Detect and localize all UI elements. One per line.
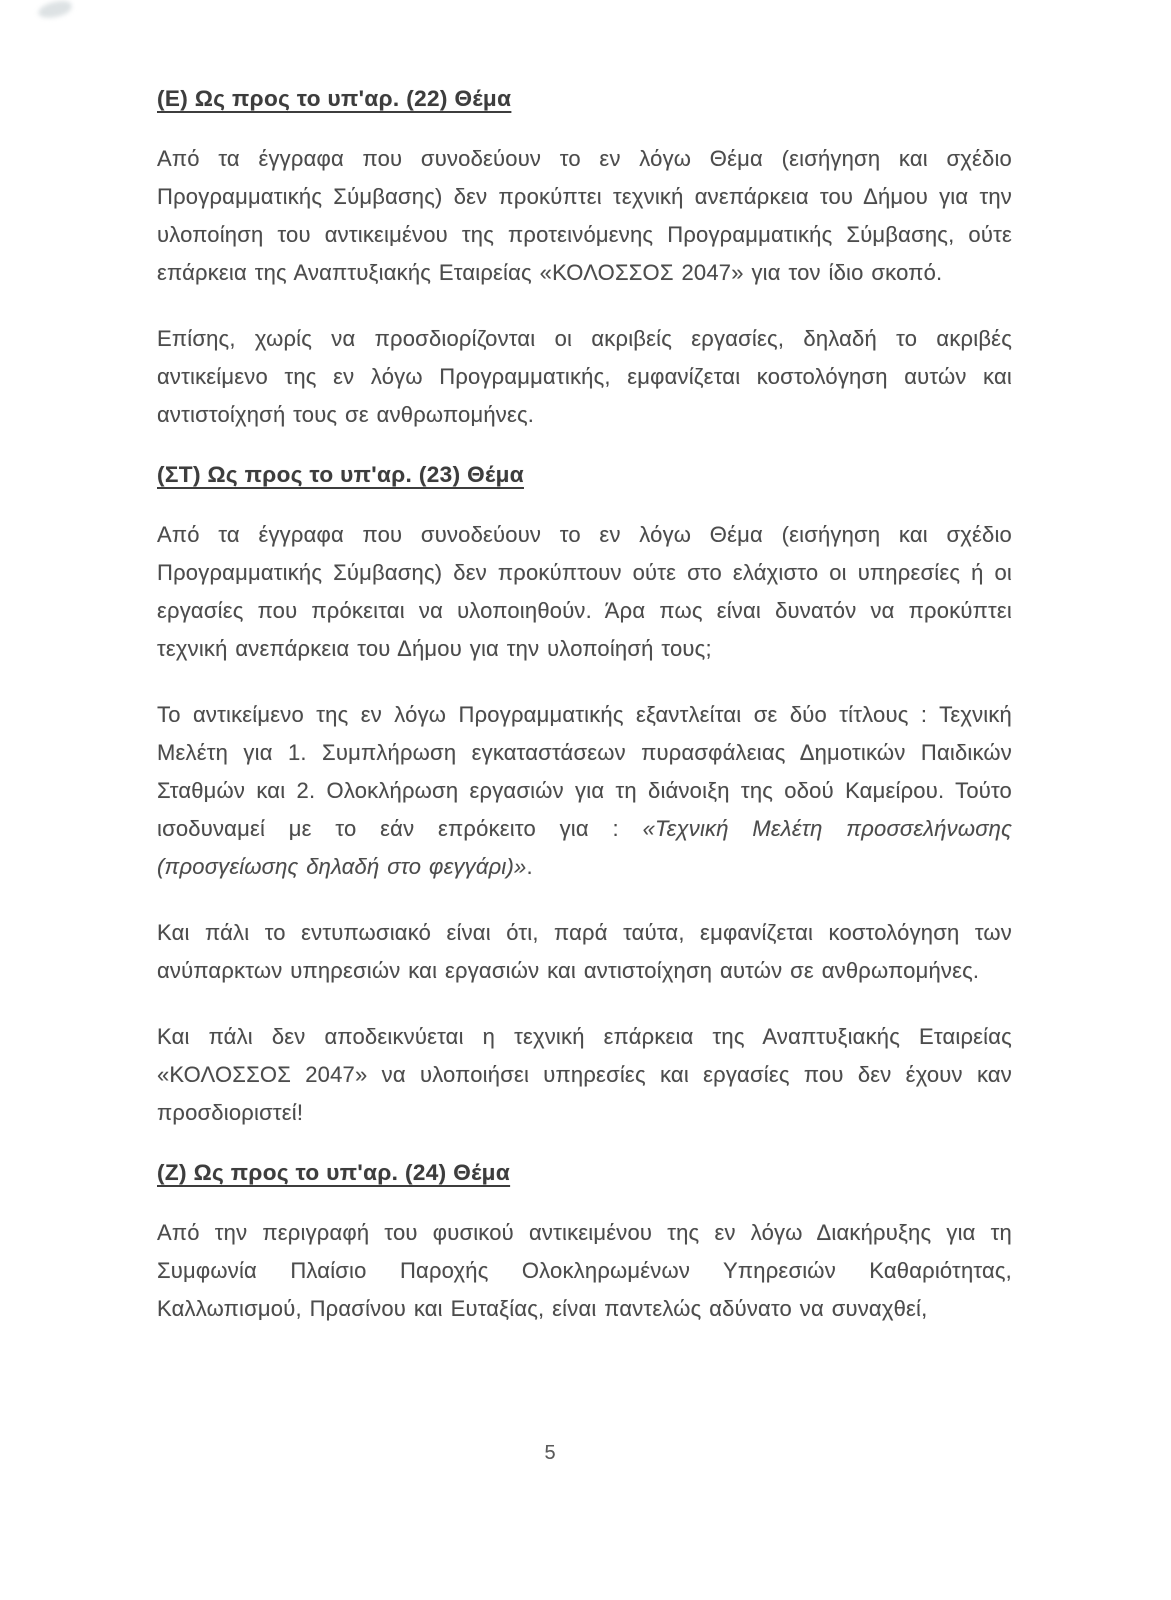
section-st	[157, 462, 1012, 1132]
paragraph: Και πάλι δεν αποδεικνύεται η τεχνική επάρκεια της Αναπτυξιακής Εταιρείας «ΚΟΛΟΣΣΟΣ 2047» να υλοποιήσει υπηρεσίες και εργασίες που δεν έχουν καν προσδιοριστεί!	[157, 1024, 1012, 1125]
paragraph: Επίσης, χωρίς να προσδιορίζονται οι ακριβείς εργασίες, δηλαδή το ακριβές αντικείμενο της εν λόγω Προγραμματικής, εμφανίζεται κοστολόγηση αυτών και αντιστοίχησή τους σε ανθρωπομήνες.	[157, 326, 1012, 427]
paragraph: Και πάλι το εντυπωσιακό είναι ότι, παρά ταύτα, εμφανίζεται κοστολόγηση των ανύπαρκτων υπηρεσιών και εργασιών και αντιστοίχηση αυτών σε ανθρωπομήνες.	[157, 920, 1012, 983]
paragraph: Από την περιγραφή του φυσικού αντικειμένου της εν λόγω Διακήρυξης για τη Συμφωνία Πλαίσιο Παροχής Ολοκληρωμένων Υπηρεσιών Καθαριότητας, Καλλωπισμού, Πρασίνου και Ευταξίας, είναι παντελώς αδύνατο να συναχθεί,	[157, 1220, 1012, 1321]
paragraph-with-quote	[157, 696, 1012, 886]
section-heading: (Ε) Ως προς το υπ'αρ. (22) Θέμα	[157, 86, 512, 111]
paragraph-italic-quote-run: «Τεχνική Μελέτη προσσελήνωσης (προσγείωσης δηλαδή στο φεγγάρι)»	[157, 816, 1012, 879]
page-number: 5	[544, 1442, 556, 1464]
paragraph: Από τα έγγραφα που συνοδεύουν το εν λόγω Θέμα (εισήγηση και σχέδιο Προγραμματικής Σύμβασης) δεν προκύπτει τεχνική ανεπάρκεια του Δήμου για την υλοποίηση του αντικειμένου της προτεινόμενης Προγραμματικής Σύμβασης, ούτε επάρκεια της Αναπτυξιακής Εταιρείας «ΚΟΛΟΣΣΟΣ 2047» για τον ίδιο σκοπό.	[157, 146, 1012, 285]
paragraph-main-run: Το αντικείμενο της εν λόγω Προγραμματικής εξαντλείται σε δύο τίτλους : Τεχνική Μελέτη για 1. Συμπλήρωση εγκαταστάσεων πυρασφάλειας Δημοτικών Παιδικών Σταθμών και 2. Ολοκλήρωση εργασιών για τη διάνοιξη της οδού Καμείρου. Τούτο ισοδυναμεί με το εάν επρόκειτο για :	[157, 702, 1012, 841]
section-e	[157, 86, 1012, 434]
scan-smudge-artifact	[37, 0, 73, 20]
section-heading: (Ζ) Ως προς το υπ'αρ. (24) Θέμα	[157, 1160, 511, 1185]
paragraph: Από τα έγγραφα που συνοδεύουν το εν λόγω Θέμα (εισήγηση και σχέδιο Προγραμματικής Σύμβασης) δεν προκύπτουν ούτε στο ελάχιστο οι υπηρεσίες ή οι εργασίες που πρόκειται να υλοποιηθούν. Άρα πως είναι δυνατόν να προκύπτει τεχνική ανεπάρκεια του Δήμου για την υλοποίησή τους;	[157, 522, 1012, 661]
section-heading: (ΣΤ) Ως προς το υπ'αρ. (23) Θέμα	[157, 462, 524, 487]
document-body	[157, 86, 1012, 1356]
section-z	[157, 1160, 1012, 1328]
paragraph-tail-run: .	[526, 854, 533, 879]
